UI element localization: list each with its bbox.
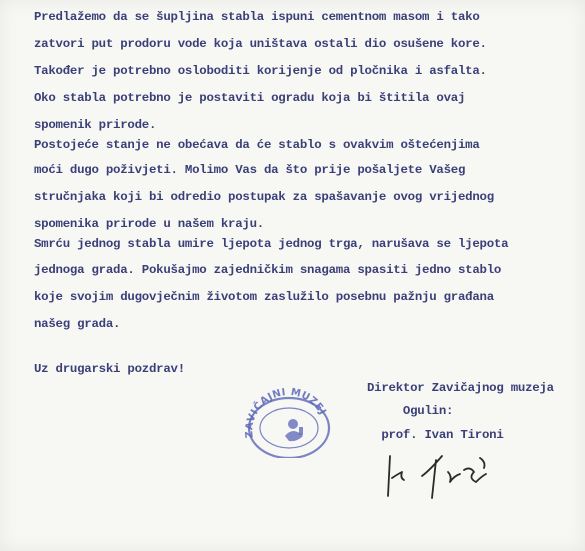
body-line: spomenika prirode u našem kraju.: [34, 217, 264, 231]
body-line: Smrću jednog stabla umire ljepota jednog trga, narušava se ljepota: [34, 237, 509, 251]
body-line: jednoga grada. Pokušajmo zajedničkim snagama spasiti jedno stablo: [34, 263, 502, 277]
svg-text:ZAVIČAJNI MUZEJ: [244, 387, 328, 439]
body-line: moći dugo poživjeti. Molimo Vas da što prije pošaljete Vašeg: [34, 163, 466, 177]
signer-place: Ogulin:: [367, 404, 454, 418]
body-line: koje svojim dugovječnim životom zaslužilo posebnu pažnju građana: [34, 290, 494, 304]
body-line: Predlažemo da se šupljina stabla ispuni cementnom masom i tako: [34, 10, 480, 24]
body-line: zatvori put prodoru vode koja uništava ostali dio osušene kore.: [34, 37, 487, 51]
body-line: Također je potrebno osloboditi korijenje od pločnika i asfalta.: [34, 64, 487, 78]
body-line: Oko stabla potrebno je postaviti ogradu koja bi štitila ovaj: [34, 91, 466, 105]
signer-name: prof. Ivan Tironi: [367, 428, 504, 442]
body-line: stručnjaka koji bi odredio postupak za spašavanje ovog vrijednog: [34, 190, 494, 204]
greeting: Uz drugarski pozdrav!: [34, 362, 185, 376]
handwritten-signature-icon: [378, 448, 518, 506]
museum-stamp-icon: [241, 386, 331, 458]
signer-title: Direktor Zavičajnog muzeja: [367, 381, 554, 395]
body-line: spomenik prirode.: [34, 118, 157, 132]
body-line: Postojeće stanje ne obećava da će stablo s ovakvim oštećenjima: [34, 138, 480, 152]
body-line: našeg grada.: [34, 317, 121, 331]
stamp-text: ZAVIČAJNI MUZEJ: [244, 386, 328, 439]
